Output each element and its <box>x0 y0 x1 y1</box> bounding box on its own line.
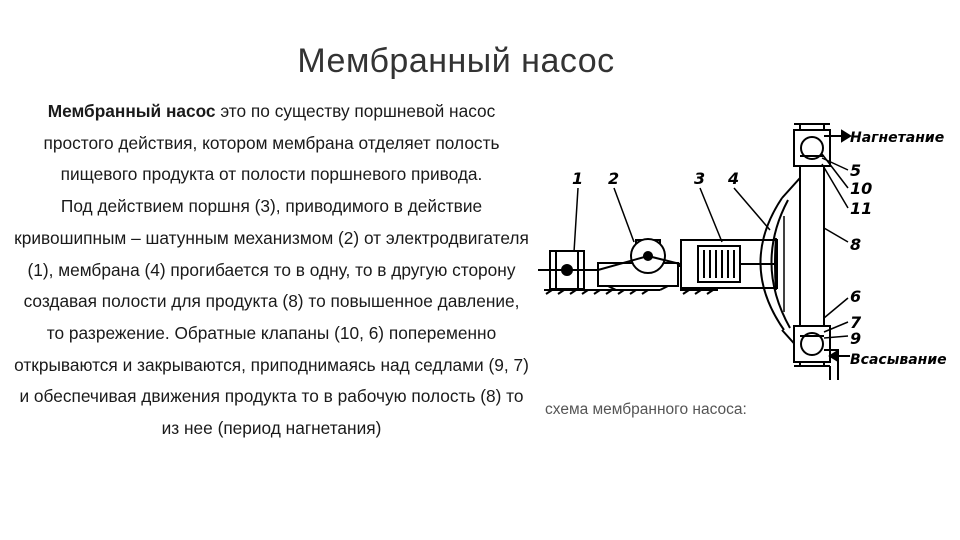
label-2: 2 <box>608 169 620 188</box>
term-bold: Мембранный насос <box>47 101 216 121</box>
paragraph-definition <box>14 96 529 191</box>
label-1: 1 <box>572 169 584 188</box>
label-discharge: Нагнетание <box>850 130 945 146</box>
label-8: 8 <box>850 235 862 254</box>
label-5: 5 <box>850 161 862 180</box>
diagram-caption: схема мембранного насоса: <box>545 401 747 418</box>
description-text <box>14 96 529 445</box>
label-10: 10 <box>850 179 873 198</box>
suction-arrow <box>830 351 850 361</box>
page-title: Мембранный насос <box>297 42 615 80</box>
pump-chamber <box>782 124 838 380</box>
motor-base <box>544 290 718 294</box>
definition-text: это по существу поршневой насос простого действия, котором мембрана отделяет полость пищевого продукта от полости поршневого привода. <box>43 101 500 185</box>
membrane-pump-diagram <box>538 118 948 418</box>
label-4: 4 <box>728 169 740 188</box>
electric-motor <box>538 251 598 289</box>
paragraph-operation: Под действием поршня (3), приводимого в действие кривошипным – шатунным механизмом (2) от электродвигателя (1), мембрана (4) прогибается то в одну, то в другую сторону создавая полости для продукта (8) то повышенное давление, то разрежение. Обратные клапаны (10, 6) попеременно открываются и закрываются, приподнимаясь над седлами (9, 7) и обеспечивая движения продукта то в рабочую полость (8) то из нее (период нагнетания) <box>14 196 529 439</box>
label-suction: Всасывание <box>850 352 947 368</box>
label-9: 9 <box>850 329 862 348</box>
crank-mechanism <box>598 239 688 290</box>
label-3: 3 <box>694 169 706 188</box>
label-6: 6 <box>850 287 862 306</box>
label-7: 7 <box>850 313 862 332</box>
label-11: 11 <box>850 199 873 218</box>
